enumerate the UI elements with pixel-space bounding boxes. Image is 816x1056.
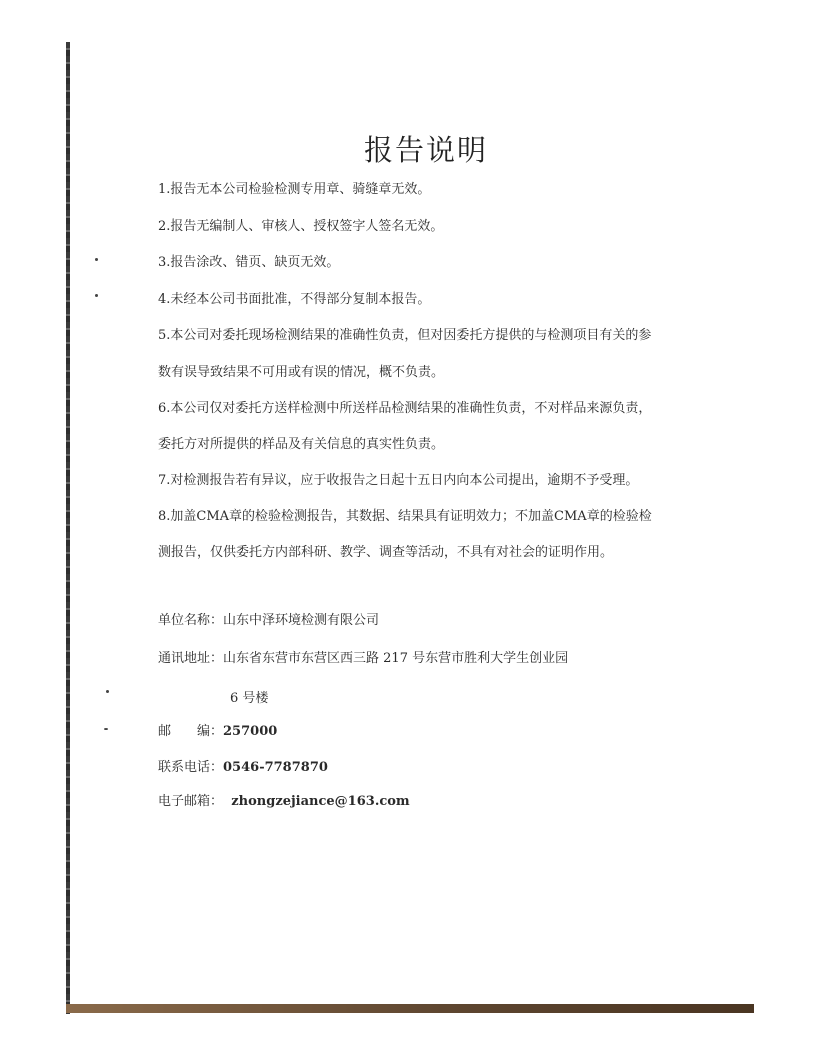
note-5-cont: 数有误导致结果不可用或有误的情况，概不负责。 xyxy=(158,365,445,380)
company-value: 山东中泽环境检测有限公司 xyxy=(223,613,380,628)
phone-line xyxy=(158,759,328,777)
page-title: 报告说明 xyxy=(363,133,488,167)
address-line xyxy=(158,650,568,668)
note-8-cont: 测报告，仅供委托方内部科研、教学、调查等活动，不具有对社会的证明作用。 xyxy=(158,545,614,560)
scan-speck xyxy=(106,690,109,693)
scan-speck xyxy=(95,258,98,261)
phone-value: 0546-7787870 xyxy=(223,760,328,775)
note-2: 2.报告无编制人、审核人、授权签字人签名无效。 xyxy=(158,219,444,234)
email-label: 电子邮箱： xyxy=(158,794,224,809)
scan-speck xyxy=(104,728,108,730)
company-label: 单位名称： xyxy=(158,613,224,628)
note-8: 8.加盖CMA章的检验检测报告，其数据、结果具有证明效力；不加盖CMA章的检验检 xyxy=(158,509,652,524)
scan-speck xyxy=(95,294,98,297)
phone-label: 联系电话： xyxy=(158,760,224,775)
email-line xyxy=(158,793,410,811)
note-6-cont: 委托方对所提供的样品及有关信息的真实性负责。 xyxy=(158,437,445,452)
note-6: 6.本公司仅对委托方送样检测中所送样品检测结果的准确性负责，不对样品来源负责， xyxy=(158,401,652,416)
email-value: zhongzejiance@163.com xyxy=(231,794,410,809)
note-3: 3.报告涂改、错页、缺页无效。 xyxy=(158,255,340,270)
postcode-label: 邮 编： xyxy=(158,724,224,739)
note-7: 7.对检测报告若有异议，应于收报告之日起十五日内向本公司提出，逾期不予受理。 xyxy=(158,473,639,488)
note-1: 1.报告无本公司检验检测专用章、骑缝章无效。 xyxy=(158,182,431,197)
note-4: 4.未经本公司书面批准，不得部分复制本报告。 xyxy=(158,292,431,307)
scan-left-edge xyxy=(66,42,70,1014)
address-value: 山东省东营市东营区西三路 217 号东营市胜利大学生创业园 xyxy=(223,651,569,666)
address-label: 通讯地址： xyxy=(158,651,224,666)
postcode-value: 257000 xyxy=(223,724,278,739)
postcode-line xyxy=(158,723,277,741)
note-5: 5.本公司对委托现场检测结果的准确性负责，但对因委托方提供的与检测项目有关的参 xyxy=(158,328,652,343)
company-line xyxy=(158,612,379,630)
scan-bottom-edge xyxy=(66,1004,754,1013)
address-continuation: 6 号楼 xyxy=(230,691,269,706)
